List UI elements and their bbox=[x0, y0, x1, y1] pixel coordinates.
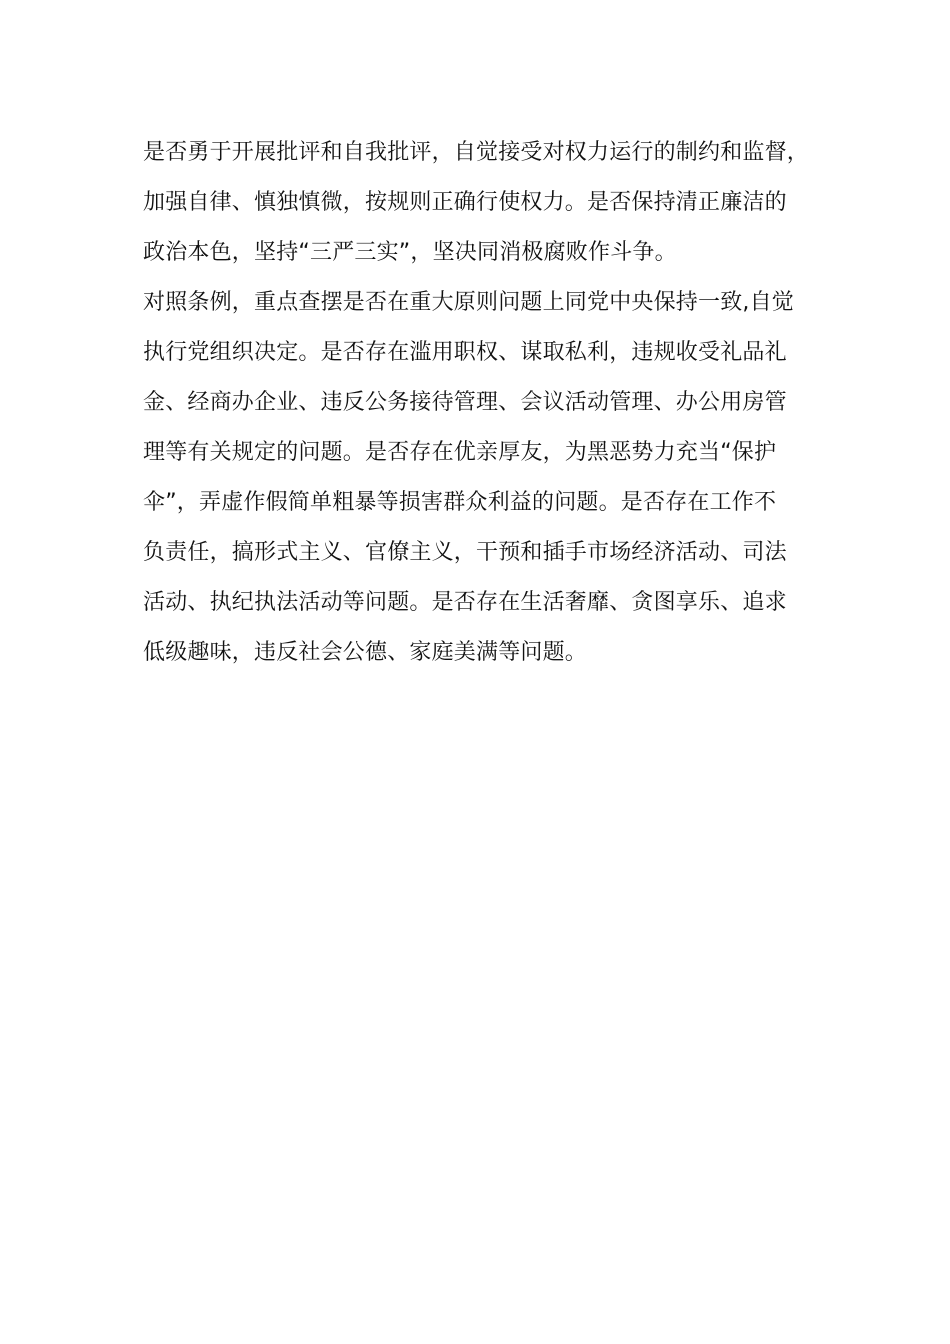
text-line: 加强自律、慎独慎微，按规则正确行使权力。是否保持清正廉洁的 bbox=[143, 190, 787, 215]
text-line: 金、经商办企业、违反公务接待管理、会议活动管理、办公用房管 bbox=[143, 390, 787, 415]
text-line: 负责任，搞形式主义、官僚主义，干预和插手市场经济活动、司法 bbox=[143, 540, 787, 565]
text-line: 执行党组织决定。是否存在滥用职权、谋取私利，违规收受礼品礼 bbox=[143, 340, 787, 365]
text-line: 理等有关规定的问题。是否存在优亲厚友，为黑恶势力充当“保护 bbox=[143, 440, 777, 465]
document-body bbox=[143, 128, 823, 678]
text-line: 对照条例，重点查摆是否在重大原则问题上同党中央保持一致,自觉 bbox=[143, 290, 794, 315]
text-line: 政治本色，坚持“三严三实”，坚决同消极腐败作斗争。 bbox=[143, 240, 677, 265]
text-line: 低级趣味，违反社会公德、家庭美满等问题。 bbox=[143, 640, 588, 665]
text-line: 活动、执纪执法活动等问题。是否存在生活奢靡、贪图享乐、追求 bbox=[143, 590, 787, 615]
paragraph-1 bbox=[143, 128, 823, 278]
text-line: 是否勇于开展批评和自我批评，自觉接受对权力运行的制约和监督， bbox=[143, 140, 810, 165]
text-line: 伞”，弄虚作假简单粗暴等损害群众利益的问题。是否存在工作不 bbox=[143, 490, 777, 515]
paragraph-2 bbox=[143, 278, 823, 678]
